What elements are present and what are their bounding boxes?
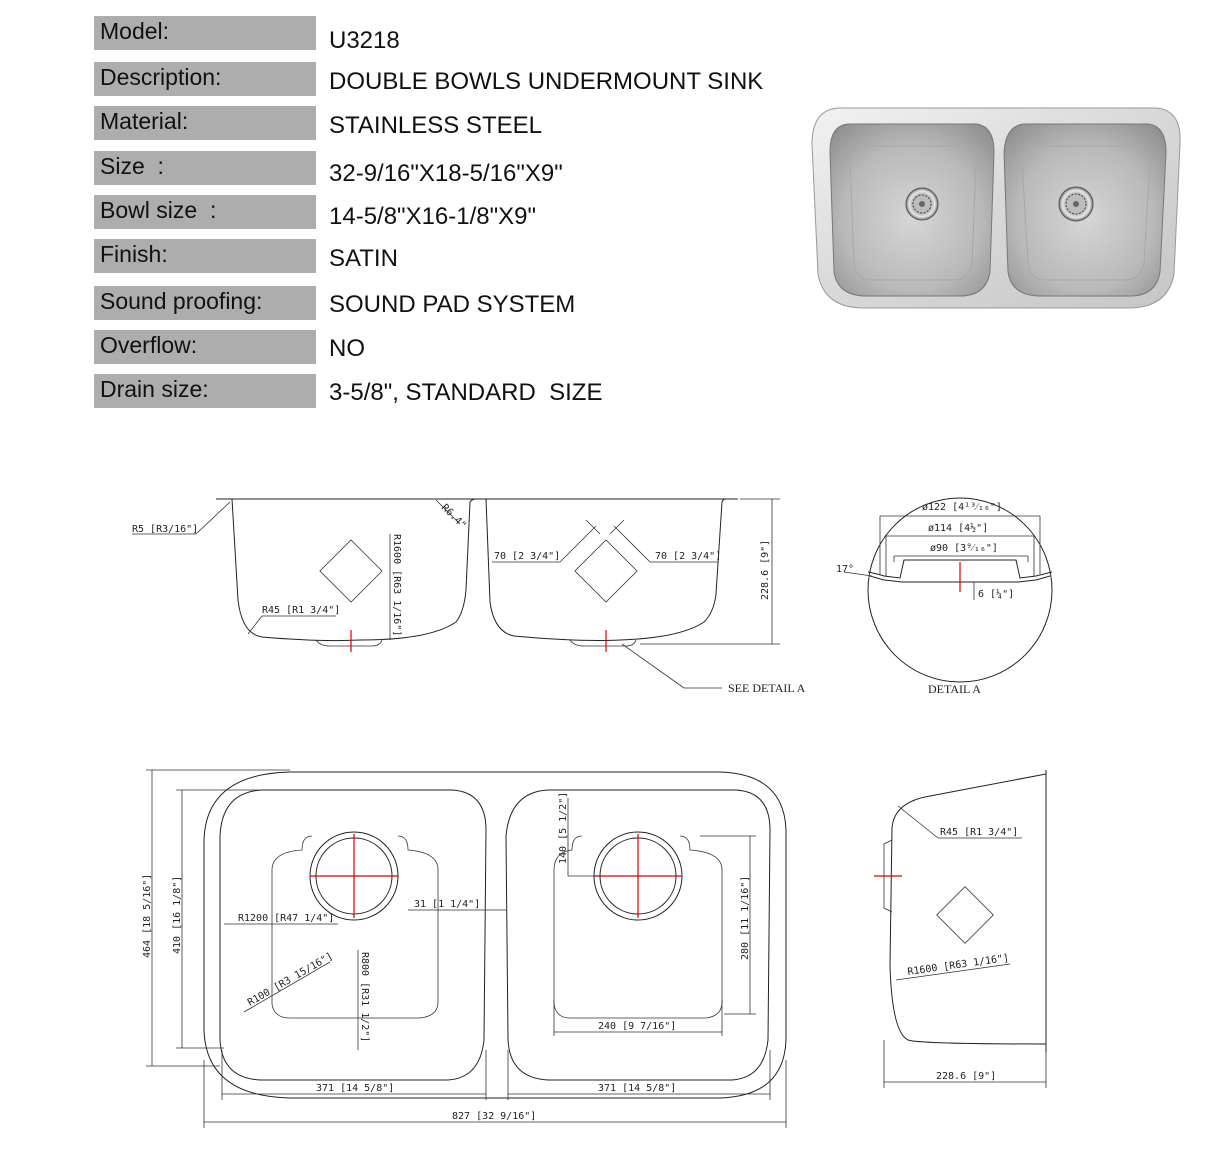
plan-outer-rim — [204, 772, 786, 1098]
side-pad — [937, 887, 994, 944]
detail-a — [836, 498, 1052, 696]
spec-label-sound-proofing: Sound proofing: — [94, 286, 316, 320]
front-right-pad — [575, 540, 637, 602]
w371-right-label: 371 [14 5/8"] — [598, 1083, 677, 1094]
side-view — [874, 770, 1046, 1088]
spec-value-drain-size: 3-5/8", STANDARD SIZE — [329, 379, 603, 406]
r5-arrow — [196, 502, 230, 534]
r1200-label: R1200 [R47 1/4"] — [238, 913, 335, 924]
h140-label: 140 [5 1/2"] — [558, 791, 569, 864]
see-detail-label: SEE DETAIL A — [728, 681, 806, 695]
spec-label-model: Model: — [94, 16, 316, 50]
angle-label: 17° — [836, 564, 855, 575]
r100-label: R100 [R3 15/16"] — [246, 950, 335, 1009]
dim-70-right-label: 70 [2 3/4"] — [655, 551, 722, 562]
d114-label: ø114 [4½"] — [928, 523, 989, 534]
plan-view — [142, 770, 786, 1128]
front-left-drain — [316, 640, 382, 646]
plan-right-bowl — [506, 790, 770, 1080]
spec-label-description: Description: — [94, 62, 316, 96]
r800-label: R800 [R31 1/2"] — [359, 952, 370, 1043]
depth-label: 228.6 [9"] — [760, 539, 771, 600]
front-left-bowl — [232, 499, 476, 641]
r45-arrow — [248, 616, 262, 634]
dim-70-right-ext — [614, 526, 650, 562]
r45-label: R45 [R1 3/4"] — [262, 605, 341, 616]
angle-leader — [844, 572, 872, 576]
spec-label-finish: Finish: — [94, 239, 316, 273]
plan-left-drain-outer — [310, 832, 398, 920]
sink-product-photo — [808, 104, 1186, 314]
w240-label: 240 [9 7/16"] — [598, 1021, 677, 1032]
r100-line — [244, 962, 330, 1012]
r5-label: R5 [R3/16"] — [132, 524, 199, 535]
detail-profile-outer — [868, 560, 1052, 578]
r1600-label: R1600 [R63 1/16"] — [391, 534, 402, 637]
h464-label: 464 [18 5/16"] — [142, 873, 153, 958]
h280-label: 280 [11 1/16"] — [740, 875, 751, 960]
side-profile — [890, 774, 1046, 1044]
front-right-bowl — [486, 499, 726, 641]
detail-profile-inner — [870, 576, 1050, 582]
side-drain — [884, 840, 892, 912]
plan-right-sound-pad — [554, 836, 722, 1018]
r64-label: R6.4" — [438, 502, 468, 532]
six-label: 6 [¼"] — [978, 589, 1015, 600]
side-r1600-line — [896, 964, 1010, 980]
spec-label-size: Size : — [94, 151, 316, 185]
r64-leader — [436, 500, 460, 524]
side-r1600-label: R1600 [R63 1/16"] — [906, 952, 1010, 978]
plan-left-drain-inner — [316, 838, 392, 914]
spec-value-material: STAINLESS STEEL — [329, 112, 542, 139]
dim-70-left-tick — [586, 520, 600, 534]
plan-right-drain-inner — [600, 838, 676, 914]
spec-value-size: 32-9/16"X18-5/16"X9" — [329, 160, 563, 187]
spec-label-material: Material: — [94, 106, 316, 140]
plan-left-bowl — [220, 790, 486, 1080]
h410-label: 410 [16 1/8"] — [172, 875, 183, 954]
see-detail-leader — [622, 644, 684, 688]
plan-left-sound-pad — [272, 836, 438, 1018]
spec-value-sound-proofing: SOUND PAD SYSTEM — [329, 291, 576, 318]
detail-title: DETAIL A — [928, 682, 981, 696]
spec-value-bowl-size: 14-5/8"X16-1/8"X9" — [329, 203, 537, 230]
dim-70-right-tick — [610, 520, 624, 534]
front-right-drain — [570, 640, 636, 646]
side-depth-label: 228.6 [9"] — [936, 1071, 997, 1082]
spec-label-drain-size: Drain size: — [94, 374, 316, 408]
dim-70-left-label: 70 [2 3/4"] — [494, 551, 561, 562]
w371-left-label: 371 [14 5/8"] — [316, 1083, 395, 1094]
spec-value-model: U3218 — [329, 27, 400, 54]
spec-label-overflow: Overflow: — [94, 330, 316, 364]
spec-value-description: DOUBLE BOWLS UNDERMOUNT SINK — [329, 68, 764, 95]
spec-value-finish: SATIN — [329, 245, 398, 272]
front-view — [132, 499, 806, 695]
front-left-pad — [320, 540, 382, 602]
w827-label: 827 [32 9/16"] — [452, 1111, 537, 1122]
dim-70-left-ext — [560, 526, 596, 562]
side-r45-leader — [898, 806, 938, 838]
dim-31-label: 31 [1 1/4"] — [414, 899, 481, 910]
side-r45-label: R45 [R1 3/4"] — [940, 827, 1019, 838]
d90-label: ø90 [3⁹⁄₁₆"] — [930, 543, 998, 554]
spec-value-overflow: NO — [329, 335, 365, 362]
detail-circle — [868, 498, 1052, 682]
spec-label-bowl-size: Bowl size : — [94, 195, 316, 229]
d122-label: ø122 [4¹³⁄₁₆"] — [922, 502, 1002, 513]
plan-right-drain-outer — [594, 832, 682, 920]
